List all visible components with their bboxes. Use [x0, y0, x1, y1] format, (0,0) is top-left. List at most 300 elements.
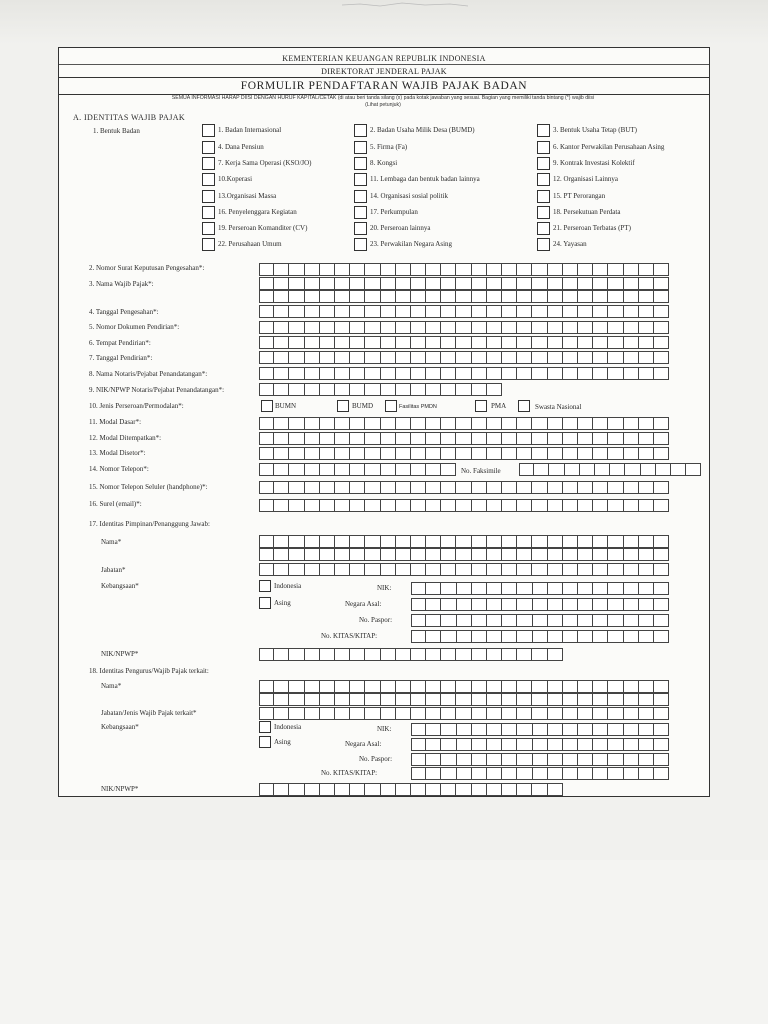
char-box[interactable] — [487, 598, 502, 611]
char-box[interactable] — [411, 383, 426, 396]
char-box[interactable] — [532, 263, 547, 276]
char-box[interactable] — [456, 383, 471, 396]
char-box[interactable] — [578, 263, 593, 276]
char-box[interactable] — [608, 447, 623, 460]
char-box[interactable] — [305, 693, 320, 706]
char-box[interactable] — [411, 499, 426, 512]
char-box[interactable] — [472, 630, 487, 643]
char-box[interactable] — [548, 738, 563, 751]
char-box[interactable] — [519, 463, 534, 476]
char-box[interactable] — [441, 707, 456, 720]
char-box[interactable] — [639, 738, 654, 751]
char-box[interactable] — [593, 582, 608, 595]
char-box[interactable] — [532, 481, 547, 494]
char-box[interactable] — [396, 336, 411, 349]
char-box[interactable] — [654, 614, 669, 627]
capital-pmdn-checkbox[interactable] — [385, 400, 397, 412]
char-box[interactable] — [381, 447, 396, 460]
char-box[interactable] — [608, 321, 623, 334]
char-box[interactable] — [578, 693, 593, 706]
related-name-input-line2[interactable] — [259, 693, 669, 706]
char-box[interactable] — [320, 263, 335, 276]
char-box[interactable] — [487, 499, 502, 512]
char-box[interactable] — [335, 535, 350, 548]
char-box[interactable] — [517, 499, 532, 512]
char-box[interactable] — [381, 367, 396, 380]
char-box[interactable] — [548, 277, 563, 290]
char-box[interactable] — [517, 723, 532, 736]
char-box[interactable] — [411, 535, 426, 548]
char-box[interactable] — [335, 447, 350, 460]
char-box[interactable] — [365, 305, 380, 318]
char-box[interactable] — [335, 383, 350, 396]
char-box[interactable] — [441, 321, 456, 334]
char-box[interactable] — [381, 277, 396, 290]
char-box[interactable] — [654, 753, 669, 766]
char-box[interactable] — [365, 481, 380, 494]
char-box[interactable] — [624, 767, 639, 780]
char-box[interactable] — [350, 305, 365, 318]
char-box[interactable] — [335, 305, 350, 318]
char-box[interactable] — [426, 723, 441, 736]
char-box[interactable] — [289, 680, 304, 693]
char-box[interactable] — [411, 548, 426, 561]
char-box[interactable] — [381, 383, 396, 396]
char-box[interactable] — [396, 351, 411, 364]
char-box[interactable] — [335, 499, 350, 512]
char-box[interactable] — [411, 598, 426, 611]
char-box[interactable] — [639, 693, 654, 706]
entity-type-checkbox[interactable] — [354, 157, 367, 170]
char-box[interactable] — [472, 481, 487, 494]
char-box[interactable] — [411, 648, 426, 661]
char-box[interactable] — [365, 367, 380, 380]
char-box[interactable] — [350, 321, 365, 334]
char-box[interactable] — [441, 383, 456, 396]
char-box[interactable] — [654, 582, 669, 595]
char-box[interactable] — [259, 290, 274, 303]
char-box[interactable] — [517, 321, 532, 334]
char-box[interactable] — [381, 432, 396, 445]
char-box[interactable] — [608, 767, 623, 780]
char-box[interactable] — [608, 614, 623, 627]
char-box[interactable] — [411, 738, 426, 751]
char-box[interactable] — [608, 630, 623, 643]
char-box[interactable] — [335, 707, 350, 720]
char-box[interactable] — [426, 290, 441, 303]
entity-type-checkbox[interactable] — [537, 238, 550, 251]
char-box[interactable] — [639, 563, 654, 576]
fax-input[interactable] — [519, 463, 701, 476]
char-box[interactable] — [426, 499, 441, 512]
char-box[interactable] — [259, 367, 274, 380]
char-box[interactable] — [487, 738, 502, 751]
char-box[interactable] — [608, 598, 623, 611]
char-box[interactable] — [320, 481, 335, 494]
char-box[interactable] — [472, 563, 487, 576]
char-box[interactable] — [456, 481, 471, 494]
char-box[interactable] — [654, 351, 669, 364]
char-box[interactable] — [335, 277, 350, 290]
char-box[interactable] — [259, 707, 274, 720]
char-box[interactable] — [396, 707, 411, 720]
founding-date-input[interactable] — [259, 351, 669, 364]
char-box[interactable] — [426, 738, 441, 751]
char-box[interactable] — [593, 535, 608, 548]
char-box[interactable] — [639, 753, 654, 766]
char-box[interactable] — [259, 783, 274, 796]
char-box[interactable] — [396, 290, 411, 303]
char-box[interactable] — [259, 417, 274, 430]
char-box[interactable] — [517, 767, 532, 780]
char-box[interactable] — [289, 648, 304, 661]
char-box[interactable] — [608, 277, 623, 290]
char-box[interactable] — [578, 598, 593, 611]
char-box[interactable] — [654, 277, 669, 290]
char-box[interactable] — [381, 548, 396, 561]
char-box[interactable] — [426, 481, 441, 494]
char-box[interactable] — [654, 417, 669, 430]
char-box[interactable] — [396, 680, 411, 693]
char-box[interactable] — [671, 463, 686, 476]
char-box[interactable] — [350, 680, 365, 693]
char-box[interactable] — [381, 499, 396, 512]
char-box[interactable] — [411, 447, 426, 460]
decree-number-input[interactable] — [259, 263, 669, 276]
char-box[interactable] — [320, 563, 335, 576]
char-box[interactable] — [305, 277, 320, 290]
char-box[interactable] — [411, 277, 426, 290]
char-box[interactable] — [289, 367, 304, 380]
char-box[interactable] — [456, 290, 471, 303]
char-box[interactable] — [396, 321, 411, 334]
char-box[interactable] — [639, 535, 654, 548]
char-box[interactable] — [517, 305, 532, 318]
char-box[interactable] — [580, 463, 595, 476]
char-box[interactable] — [548, 598, 563, 611]
char-box[interactable] — [305, 321, 320, 334]
char-box[interactable] — [426, 783, 441, 796]
char-box[interactable] — [289, 447, 304, 460]
entity-type-checkbox[interactable] — [202, 190, 215, 203]
char-box[interactable] — [639, 305, 654, 318]
char-box[interactable] — [578, 367, 593, 380]
char-box[interactable] — [472, 693, 487, 706]
char-box[interactable] — [259, 336, 274, 349]
char-box[interactable] — [274, 783, 289, 796]
char-box[interactable] — [533, 723, 548, 736]
char-box[interactable] — [533, 738, 548, 751]
related-indonesia-checkbox[interactable] — [259, 721, 271, 733]
char-box[interactable] — [639, 630, 654, 643]
char-box[interactable] — [578, 630, 593, 643]
char-box[interactable] — [456, 680, 471, 693]
char-box[interactable] — [563, 723, 578, 736]
char-box[interactable] — [335, 548, 350, 561]
char-box[interactable] — [350, 277, 365, 290]
char-box[interactable] — [305, 351, 320, 364]
char-box[interactable] — [274, 417, 289, 430]
char-box[interactable] — [517, 614, 532, 627]
char-box[interactable] — [472, 680, 487, 693]
char-box[interactable] — [639, 351, 654, 364]
char-box[interactable] — [396, 263, 411, 276]
char-box[interactable] — [274, 290, 289, 303]
char-box[interactable] — [593, 614, 608, 627]
char-box[interactable] — [472, 367, 487, 380]
char-box[interactable] — [563, 767, 578, 780]
char-box[interactable] — [441, 693, 456, 706]
char-box[interactable] — [365, 499, 380, 512]
char-box[interactable] — [456, 563, 471, 576]
notary-nik-input[interactable] — [259, 383, 502, 396]
char-box[interactable] — [441, 417, 456, 430]
char-box[interactable] — [624, 417, 639, 430]
char-box[interactable] — [565, 463, 580, 476]
char-box[interactable] — [381, 263, 396, 276]
char-box[interactable] — [502, 630, 517, 643]
entity-type-checkbox[interactable] — [354, 206, 367, 219]
char-box[interactable] — [365, 563, 380, 576]
char-box[interactable] — [532, 447, 547, 460]
char-box[interactable] — [426, 263, 441, 276]
char-box[interactable] — [305, 680, 320, 693]
char-box[interactable] — [487, 767, 502, 780]
char-box[interactable] — [350, 563, 365, 576]
char-box[interactable] — [608, 693, 623, 706]
char-box[interactable] — [381, 563, 396, 576]
char-box[interactable] — [472, 707, 487, 720]
char-box[interactable] — [426, 417, 441, 430]
char-box[interactable] — [686, 463, 701, 476]
char-box[interactable] — [578, 336, 593, 349]
char-box[interactable] — [426, 648, 441, 661]
char-box[interactable] — [320, 336, 335, 349]
char-box[interactable] — [457, 582, 472, 595]
char-box[interactable] — [396, 648, 411, 661]
char-box[interactable] — [274, 463, 289, 476]
char-box[interactable] — [502, 563, 517, 576]
char-box[interactable] — [578, 767, 593, 780]
char-box[interactable] — [350, 263, 365, 276]
entity-type-checkbox[interactable] — [202, 238, 215, 251]
char-box[interactable] — [411, 582, 426, 595]
char-box[interactable] — [411, 481, 426, 494]
char-box[interactable] — [320, 648, 335, 661]
char-box[interactable] — [259, 548, 274, 561]
char-box[interactable] — [472, 305, 487, 318]
char-box[interactable] — [289, 707, 304, 720]
char-box[interactable] — [563, 351, 578, 364]
leader-position-input[interactable] — [259, 563, 669, 576]
char-box[interactable] — [457, 598, 472, 611]
char-box[interactable] — [335, 463, 350, 476]
char-box[interactable] — [624, 351, 639, 364]
char-box[interactable] — [396, 417, 411, 430]
char-box[interactable] — [548, 548, 563, 561]
char-box[interactable] — [350, 481, 365, 494]
char-box[interactable] — [441, 263, 456, 276]
char-box[interactable] — [654, 680, 669, 693]
char-box[interactable] — [335, 336, 350, 349]
char-box[interactable] — [578, 548, 593, 561]
char-box[interactable] — [456, 535, 471, 548]
char-box[interactable] — [472, 336, 487, 349]
char-box[interactable] — [608, 432, 623, 445]
char-box[interactable] — [608, 680, 623, 693]
char-box[interactable] — [305, 535, 320, 548]
related-passport-input[interactable] — [411, 753, 669, 766]
char-box[interactable] — [654, 738, 669, 751]
char-box[interactable] — [517, 582, 532, 595]
entity-type-checkbox[interactable] — [202, 222, 215, 235]
char-box[interactable] — [426, 630, 441, 643]
char-box[interactable] — [548, 535, 563, 548]
char-box[interactable] — [289, 783, 304, 796]
char-box[interactable] — [517, 481, 532, 494]
char-box[interactable] — [335, 367, 350, 380]
char-box[interactable] — [548, 767, 563, 780]
char-box[interactable] — [396, 481, 411, 494]
char-box[interactable] — [396, 463, 411, 476]
char-box[interactable] — [593, 336, 608, 349]
char-box[interactable] — [259, 432, 274, 445]
char-box[interactable] — [654, 447, 669, 460]
char-box[interactable] — [426, 598, 441, 611]
char-box[interactable] — [624, 305, 639, 318]
char-box[interactable] — [456, 783, 471, 796]
char-box[interactable] — [624, 614, 639, 627]
char-box[interactable] — [548, 432, 563, 445]
char-box[interactable] — [639, 582, 654, 595]
char-box[interactable] — [365, 321, 380, 334]
founding-place-input[interactable] — [259, 336, 669, 349]
related-name-input-line1[interactable] — [259, 680, 669, 693]
char-box[interactable] — [274, 707, 289, 720]
char-box[interactable] — [625, 463, 640, 476]
char-box[interactable] — [457, 753, 472, 766]
char-box[interactable] — [396, 447, 411, 460]
char-box[interactable] — [502, 614, 517, 627]
char-box[interactable] — [517, 367, 532, 380]
char-box[interactable] — [639, 263, 654, 276]
char-box[interactable] — [305, 563, 320, 576]
char-box[interactable] — [533, 582, 548, 595]
char-box[interactable] — [654, 630, 669, 643]
char-box[interactable] — [411, 351, 426, 364]
char-box[interactable] — [350, 548, 365, 561]
char-box[interactable] — [259, 481, 274, 494]
char-box[interactable] — [350, 351, 365, 364]
char-box[interactable] — [639, 767, 654, 780]
char-box[interactable] — [274, 336, 289, 349]
char-box[interactable] — [487, 548, 502, 561]
char-box[interactable] — [441, 598, 456, 611]
char-box[interactable] — [456, 321, 471, 334]
char-box[interactable] — [396, 548, 411, 561]
char-box[interactable] — [624, 321, 639, 334]
char-box[interactable] — [289, 693, 304, 706]
capital-pma-checkbox[interactable] — [475, 400, 487, 412]
char-box[interactable] — [487, 723, 502, 736]
char-box[interactable] — [578, 305, 593, 318]
char-box[interactable] — [563, 481, 578, 494]
char-box[interactable] — [502, 767, 517, 780]
char-box[interactable] — [365, 535, 380, 548]
char-box[interactable] — [656, 463, 671, 476]
char-box[interactable] — [259, 277, 274, 290]
char-box[interactable] — [426, 582, 441, 595]
entity-type-checkbox[interactable] — [354, 141, 367, 154]
entity-type-checkbox[interactable] — [202, 173, 215, 186]
char-box[interactable] — [365, 336, 380, 349]
char-box[interactable] — [381, 321, 396, 334]
approval-date-input[interactable] — [259, 305, 669, 318]
char-box[interactable] — [335, 680, 350, 693]
char-box[interactable] — [624, 753, 639, 766]
char-box[interactable] — [578, 723, 593, 736]
phone-input[interactable] — [259, 463, 456, 476]
char-box[interactable] — [456, 548, 471, 561]
char-box[interactable] — [456, 499, 471, 512]
char-box[interactable] — [487, 630, 502, 643]
char-box[interactable] — [456, 707, 471, 720]
char-box[interactable] — [441, 481, 456, 494]
char-box[interactable] — [593, 447, 608, 460]
leader-name-input-line2[interactable] — [259, 548, 669, 561]
char-box[interactable] — [441, 723, 456, 736]
char-box[interactable] — [320, 535, 335, 548]
char-box[interactable] — [472, 598, 487, 611]
char-box[interactable] — [532, 535, 547, 548]
char-box[interactable] — [381, 535, 396, 548]
char-box[interactable] — [654, 367, 669, 380]
char-box[interactable] — [456, 305, 471, 318]
char-box[interactable] — [639, 447, 654, 460]
char-box[interactable] — [320, 305, 335, 318]
char-box[interactable] — [350, 383, 365, 396]
entity-type-checkbox[interactable] — [202, 124, 215, 137]
char-box[interactable] — [548, 481, 563, 494]
char-box[interactable] — [335, 432, 350, 445]
char-box[interactable] — [563, 598, 578, 611]
char-box[interactable] — [502, 499, 517, 512]
char-box[interactable] — [426, 432, 441, 445]
char-box[interactable] — [472, 548, 487, 561]
char-box[interactable] — [578, 614, 593, 627]
char-box[interactable] — [593, 753, 608, 766]
char-box[interactable] — [532, 417, 547, 430]
char-box[interactable] — [305, 263, 320, 276]
char-box[interactable] — [608, 351, 623, 364]
char-box[interactable] — [441, 648, 456, 661]
char-box[interactable] — [532, 707, 547, 720]
char-box[interactable] — [441, 499, 456, 512]
char-box[interactable] — [274, 680, 289, 693]
char-box[interactable] — [563, 535, 578, 548]
leader-kitas-input[interactable] — [411, 630, 669, 643]
char-box[interactable] — [472, 351, 487, 364]
char-box[interactable] — [365, 277, 380, 290]
entity-type-checkbox[interactable] — [202, 141, 215, 154]
char-box[interactable] — [608, 753, 623, 766]
char-box[interactable] — [441, 563, 456, 576]
char-box[interactable] — [502, 290, 517, 303]
char-box[interactable] — [654, 481, 669, 494]
char-box[interactable] — [320, 321, 335, 334]
char-box[interactable] — [563, 693, 578, 706]
char-box[interactable] — [532, 432, 547, 445]
